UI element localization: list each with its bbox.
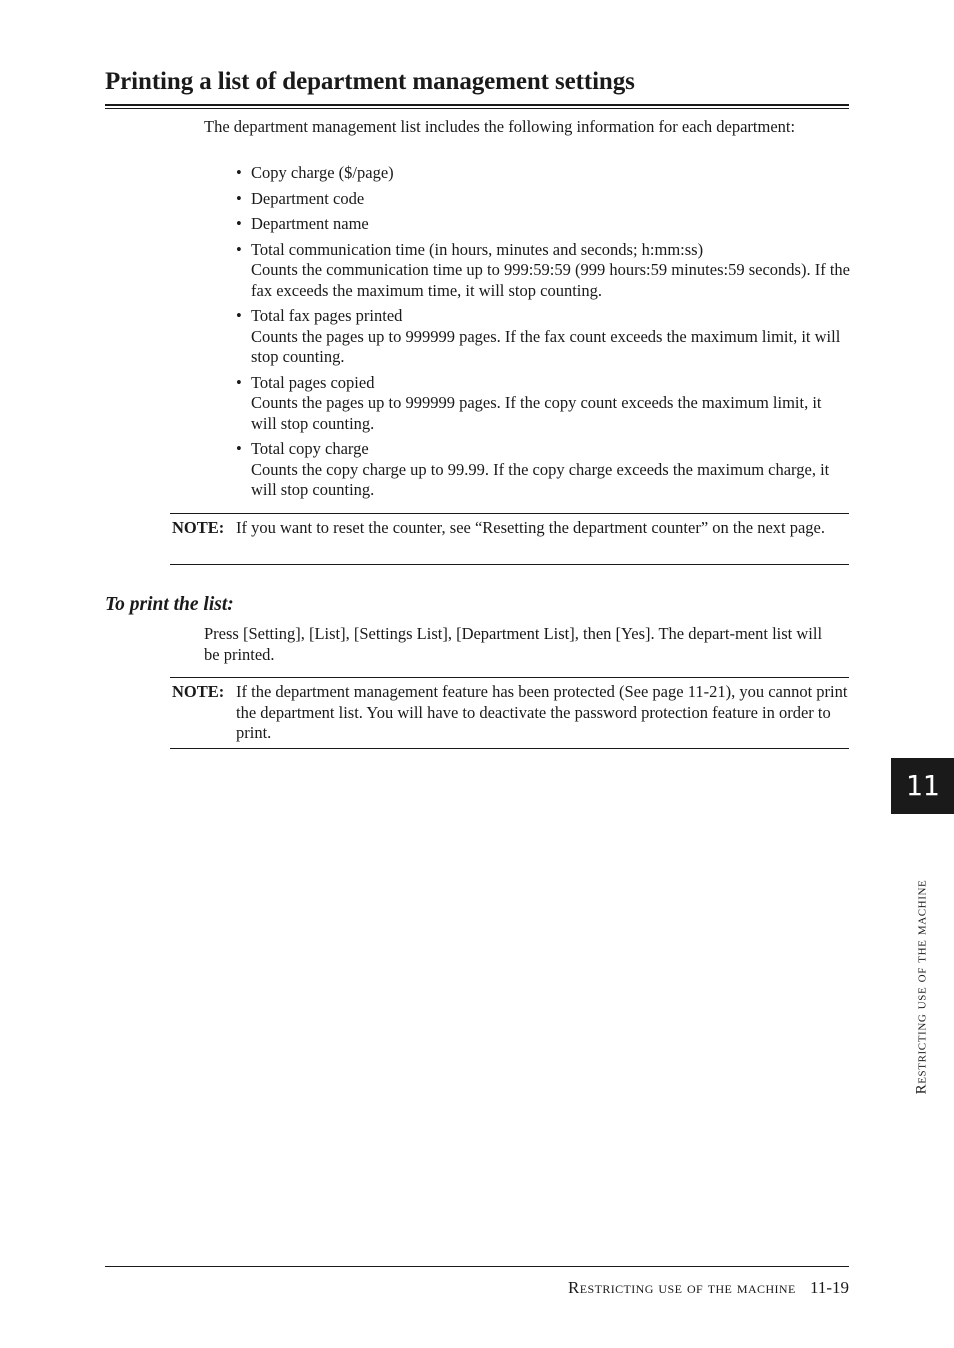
list-item: [236, 306, 850, 368]
note-text: If you want to reset the counter, see “Resetting the department counter” on the next page.: [236, 518, 825, 537]
chapter-tab: 11: [891, 758, 954, 814]
list-item-label: Department name: [251, 214, 369, 233]
footer-section-title: Restricting use of the machine: [568, 1278, 796, 1297]
list-item: [236, 373, 850, 435]
procedure-paragraph: Press [Setting], [List], [Settings List], [Department List], then [Yes]. The depart-ment list will be printed.: [204, 624, 823, 664]
list-item-description: Counts the pages up to 999999 pages. If the fax count exceeds the maximum limit, it will stop counting.: [251, 326, 841, 366]
list-item: [236, 189, 850, 210]
title-rule: [105, 104, 849, 109]
side-section-label-text: Restricting use of the machine: [913, 879, 930, 1095]
list-item: [236, 163, 850, 184]
list-item-description: Counts the pages up to 999999 pages. If the copy count exceeds the maximum limit, it will stop counting.: [251, 393, 822, 433]
list-item-label: Copy charge ($/page): [251, 163, 394, 182]
page-number: 11-19: [809, 1278, 849, 1297]
note-text: If the department management feature has been protected (See page 11-21), you cannot print the department list. You will have to deactivate the password protection feature in order to print.: [236, 682, 848, 742]
note-box-reset: [170, 513, 849, 565]
note-box-protection: [170, 677, 849, 749]
list-item-label: Department code: [251, 188, 365, 208]
list-item: [236, 439, 850, 501]
list-item-label: Total copy charge: [251, 439, 369, 458]
intro-paragraph: The department management list includes the following information for each department:: [204, 117, 796, 136]
side-section-label: [905, 830, 939, 1144]
list-item-label: Total pages copied: [251, 372, 375, 392]
page-footer: [568, 1278, 849, 1298]
list-item-label: Total fax pages printed: [251, 306, 403, 325]
list-item-description: Counts the communication time up to 999:59:59 (999 hours:59 minutes:59 seconds). If the fax exceeds the maximum time, it will stop counting.: [251, 260, 850, 300]
list-item: [236, 214, 850, 235]
info-list: [236, 163, 850, 506]
list-item: [236, 240, 850, 302]
page-title: Printing a list of department management settings: [105, 68, 635, 95]
list-item-description: Counts the copy charge up to 99.99. If the copy charge exceeds the maximum charge, it will stop counting.: [251, 459, 830, 499]
list-item-label: Total communication time (in hours, minutes and seconds; h:mm:ss): [251, 239, 704, 259]
subheading-to-print: To print the list:: [105, 594, 234, 615]
note-label: NOTE:: [172, 682, 225, 701]
note-label: NOTE:: [172, 518, 225, 537]
footer-rule: [105, 1266, 849, 1267]
